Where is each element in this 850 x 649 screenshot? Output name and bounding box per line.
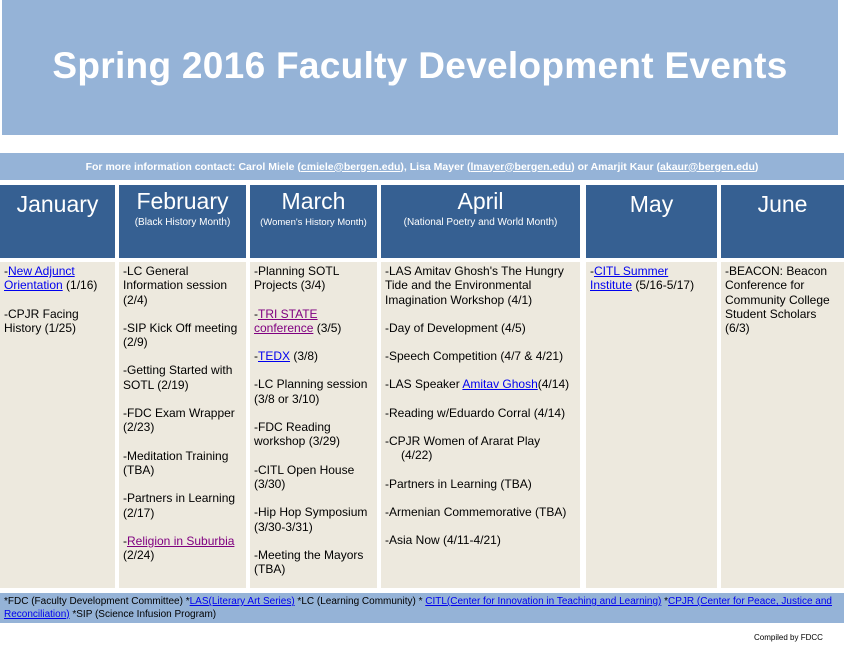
event-item: -Getting Started with SOTL (2/19) <box>123 363 233 392</box>
event-prefix: - <box>254 349 258 364</box>
month-subtitle: (Black History Month) <box>134 217 231 228</box>
header-january <box>0 185 115 258</box>
legend-text: * <box>661 596 669 607</box>
event-date: (4/14) <box>537 377 570 392</box>
event-title: -CPJR Women of Ararat Play <box>385 434 541 449</box>
header-june <box>721 185 844 258</box>
contact-prefix: For more information contact: Carol Miele ( <box>85 160 301 173</box>
event-item: -FDC Reading workshop (3/29) <box>254 420 341 449</box>
month-subtitle: (Women's History Month) <box>260 217 367 228</box>
month-label: February <box>136 188 229 214</box>
event-date: (3/8) <box>290 349 319 364</box>
event-item: -Speech Competition (4/7 & 4/21) <box>385 349 564 364</box>
column-april <box>381 262 580 588</box>
event-date: (4/22) <box>401 448 433 463</box>
column-february <box>119 262 246 588</box>
event-item: -LAS Amitav Ghosh's The Hungry Tide and the Environmental Imagination Workshop (4/1) <box>385 264 564 307</box>
event-item: -SIP Kick Off meeting (2/9) <box>123 320 238 350</box>
event-prefix: - <box>4 264 8 278</box>
column-june <box>721 262 844 588</box>
event-date: (5/16-5/17) <box>632 278 695 293</box>
column-march <box>250 262 377 588</box>
month-label: March <box>281 188 346 214</box>
compiled-by-note: Compiled by FDCC <box>754 633 823 642</box>
event-date: (3/5) <box>313 320 342 335</box>
event-item <box>123 534 242 563</box>
event-item: -Day of Development (4/5) <box>385 320 526 335</box>
month-label: January <box>16 191 99 217</box>
event-item: -CITL Open House (3/30) <box>254 462 355 491</box>
event-prefix: - <box>590 264 594 278</box>
contact-mid1: ), Lisa Mayer ( <box>400 160 471 173</box>
event-item: -Meditation Training (TBA) <box>123 448 229 477</box>
event-item <box>590 264 713 293</box>
event-link-tri-state-conference[interactable]: TRI STATE conference <box>254 306 318 335</box>
header-february <box>119 185 246 258</box>
event-item <box>254 349 373 363</box>
event-item: -Reading w/Eduardo Corral (4/14) <box>385 405 566 420</box>
email-link-lmayer[interactable]: lmayer@bergen.edu <box>470 160 572 173</box>
event-item: -BEACON: Beacon Conference for Community College Student Scholars (6/3) <box>725 264 830 336</box>
event-prefix: -LAS Speaker <box>385 377 463 392</box>
month-label: June <box>757 191 808 217</box>
month-label: April <box>457 188 504 214</box>
event-item: -Planning SOTL Projects (3/4) <box>254 264 339 293</box>
contact-mid2: ) or Amarjit Kaur ( <box>571 160 661 173</box>
event-item: -Hip Hop Symposium (3/30-3/31) <box>254 505 368 534</box>
event-prefix: - <box>123 533 127 548</box>
legend-link-cpjr[interactable]: CPJR (Center for Peace, Justice and Reconciliation) <box>4 596 832 620</box>
header-may <box>586 185 717 258</box>
month-label: May <box>629 191 674 217</box>
event-item: -Partners in Learning (2/17) <box>123 491 236 520</box>
column-january <box>0 262 115 588</box>
event-item: -CPJR Facing History (1/25) <box>4 306 79 335</box>
event-prefix: - <box>254 306 258 321</box>
page-title: Spring 2016 Faculty Development Events <box>52 44 788 86</box>
header-april <box>381 185 580 258</box>
event-date: (2/24) <box>123 548 155 563</box>
event-link-citl-summer-institute[interactable]: CITL Summer Institute <box>590 264 669 293</box>
event-item: -Meeting the Mayors (TBA) <box>254 547 364 577</box>
event-item: -Partners in Learning (TBA) <box>385 476 532 491</box>
event-item: -LC Planning session (3/8 or 3/10) <box>254 377 368 406</box>
event-item: -Asia Now (4/11-4/21) <box>385 533 501 548</box>
event-item <box>4 264 111 293</box>
event-link-new-adjunct-orientation[interactable]: New Adjunct Orientation <box>4 264 75 293</box>
legend-text: *SIP (Science Infusion Program) <box>69 608 217 620</box>
header-march <box>250 185 377 258</box>
event-item: -FDC Exam Wrapper (2/23) <box>123 406 235 435</box>
month-subtitle: (National Poetry and World Month) <box>403 217 558 228</box>
event-item: -Armenian Commemorative (TBA) <box>385 504 567 519</box>
email-link-akaur[interactable]: akaur@bergen.edu <box>660 160 755 173</box>
event-link-amitav-ghosh[interactable]: Amitav Ghosh <box>462 377 538 392</box>
event-item <box>254 307 373 336</box>
contact-bar <box>0 153 844 180</box>
event-item <box>385 377 576 391</box>
event-item <box>385 434 576 463</box>
event-date: (1/16) <box>62 278 98 293</box>
event-link-religion-in-suburbia[interactable]: Religion in Suburbia <box>127 533 235 548</box>
legend-bar <box>0 593 844 623</box>
legend-text: *FDC (Faculty Development Committee) * <box>4 596 190 607</box>
legend-link-las[interactable]: LAS(Literary Art Series) <box>189 596 295 607</box>
column-may <box>586 262 717 588</box>
email-link-cmiele[interactable]: cmiele@bergen.edu <box>300 160 401 173</box>
event-link-tedx[interactable]: TEDX <box>258 349 291 364</box>
event-item: -LC General Information session (2/4) <box>123 264 228 307</box>
legend-text: *LC (Learning Community) * <box>294 596 426 607</box>
contact-suffix: ) <box>754 160 759 173</box>
title-banner <box>2 0 838 135</box>
legend-link-citl[interactable]: CITL(Center for Innovation in Teaching and Learning) <box>425 596 662 607</box>
